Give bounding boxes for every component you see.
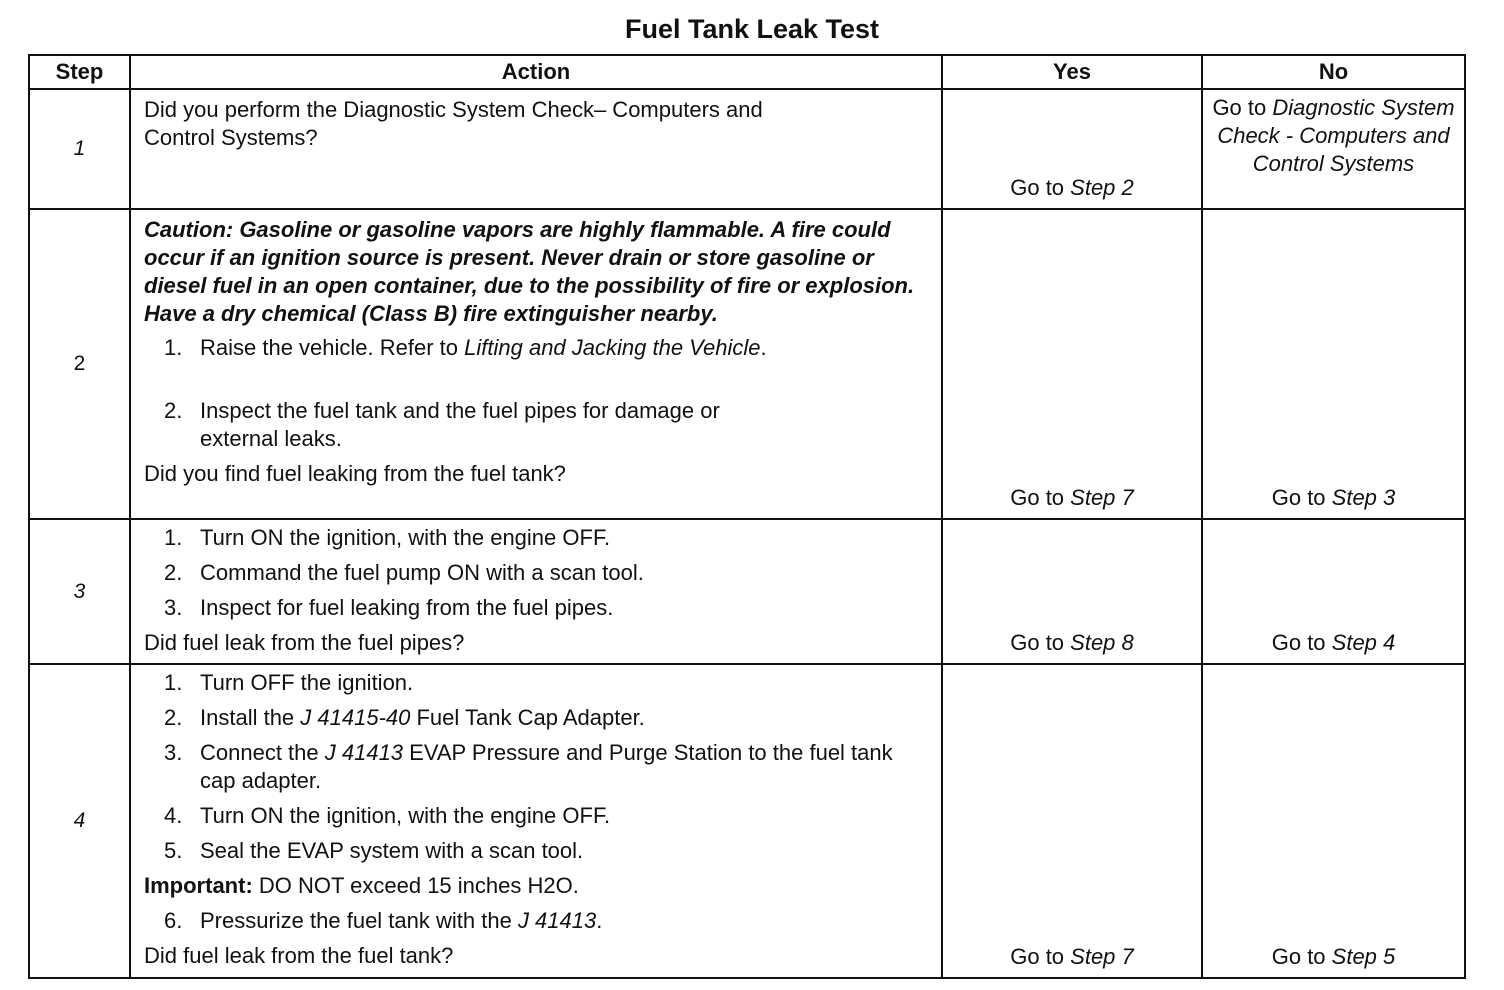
header-yes: Yes	[942, 55, 1202, 89]
header-no: No	[1202, 55, 1465, 89]
list-item: 2. Inspect the fuel tank and the fuel pipes for damage or external leaks.	[164, 398, 720, 451]
question-text: Did you perform the Diagnostic System Check– Computers and Control Systems?	[144, 97, 763, 150]
table-row	[29, 519, 1465, 664]
no-target-link[interactable]: Step 3	[1331, 485, 1396, 510]
step-number: 1	[29, 89, 130, 209]
list-item: 3. Connect the J 41413 EVAP Pressure and Purge Station to the fuel tank cap adapter.	[164, 740, 893, 793]
no-prefix: Go to	[1212, 95, 1273, 120]
important-note: Important: DO NOT exceed 15 inches H2O.	[144, 873, 579, 898]
yes-target-link[interactable]: Step 7	[1070, 485, 1134, 510]
no-cell[interactable]: Go to Step 3	[1202, 209, 1465, 519]
list-item: 6. Pressurize the fuel tank with the J 41413.	[164, 908, 603, 933]
no-target-link[interactable]: Diagnostic System Check - Computers and Control Systems	[1217, 95, 1455, 176]
no-cell[interactable]: Go to Step 5	[1202, 664, 1465, 978]
step-number: 3	[29, 519, 130, 664]
question-text: Did you find fuel leaking from the fuel tank?	[144, 461, 566, 486]
important-label: Important:	[144, 873, 253, 898]
no-target-link[interactable]: Step 4	[1331, 630, 1396, 655]
yes-cell[interactable]: Go to Step 7	[942, 664, 1202, 978]
action-cell	[130, 209, 942, 519]
list-item: 2. Command the fuel pump ON with a scan tool.	[164, 560, 644, 585]
list-item: 4. Turn ON the ignition, with the engine OFF.	[164, 803, 611, 828]
yes-target-link[interactable]: Step 8	[1070, 630, 1134, 655]
question-text: Did fuel leak from the fuel pipes?	[144, 630, 465, 655]
header-step: Step	[29, 55, 130, 89]
no-cell[interactable]: Go to Step 4	[1202, 519, 1465, 664]
yes-cell[interactable]	[942, 89, 1202, 209]
no-target-link[interactable]: Step 5	[1331, 944, 1396, 969]
tool-reference: J 41415-40	[300, 705, 411, 730]
diagnostic-table	[28, 54, 1466, 979]
table-row	[29, 89, 1465, 209]
action-cell	[130, 664, 942, 978]
reference-link[interactable]: Lifting and Jacking the Vehicle	[464, 335, 761, 360]
yes-cell[interactable]: Go to Step 7	[942, 209, 1202, 519]
yes-target-link[interactable]: Step 7	[1070, 944, 1134, 969]
action-cell	[130, 89, 942, 209]
yes-target-link[interactable]: Step 2	[1070, 175, 1134, 200]
page-title: Fuel Tank Leak Test	[624, 14, 880, 44]
header-action: Action	[130, 55, 942, 89]
list-item: 1. Turn OFF the ignition.	[164, 670, 414, 695]
list-item: 5. Seal the EVAP system with a scan tool.	[164, 838, 584, 863]
list-item: 2. Install the J 41415-40 Fuel Tank Cap Adapter.	[164, 705, 645, 730]
no-cell[interactable]	[1202, 89, 1465, 209]
list-item: 1. Raise the vehicle. Refer to Lifting and Jacking the Vehicle.	[164, 335, 767, 360]
header-row	[29, 55, 1465, 89]
step-number: 2	[29, 209, 130, 519]
yes-prefix: Go to	[1010, 175, 1071, 200]
tool-reference: J 41413	[324, 740, 404, 765]
question-text: Did fuel leak from the fuel tank?	[144, 943, 454, 968]
yes-cell[interactable]: Go to Step 8	[942, 519, 1202, 664]
caution-text: Caution: Gasoline or gasoline vapors are highly flammable. A fire could occur if an ignition source is present. Never drain or store gasoline or diesel fuel in an open container, due to the possibility of fire or explosion. Have a dry chemical (Class B) fire extinguisher nearby.	[144, 217, 915, 326]
list-item: 1. Turn ON the ignition, with the engine OFF.	[164, 525, 611, 550]
step-number: 4	[29, 664, 130, 978]
list-item: 3. Inspect for fuel leaking from the fuel pipes.	[164, 595, 614, 620]
action-cell	[130, 519, 942, 664]
table-row	[29, 209, 1465, 519]
tool-reference: J 41413	[517, 908, 597, 933]
table-row	[29, 664, 1465, 978]
